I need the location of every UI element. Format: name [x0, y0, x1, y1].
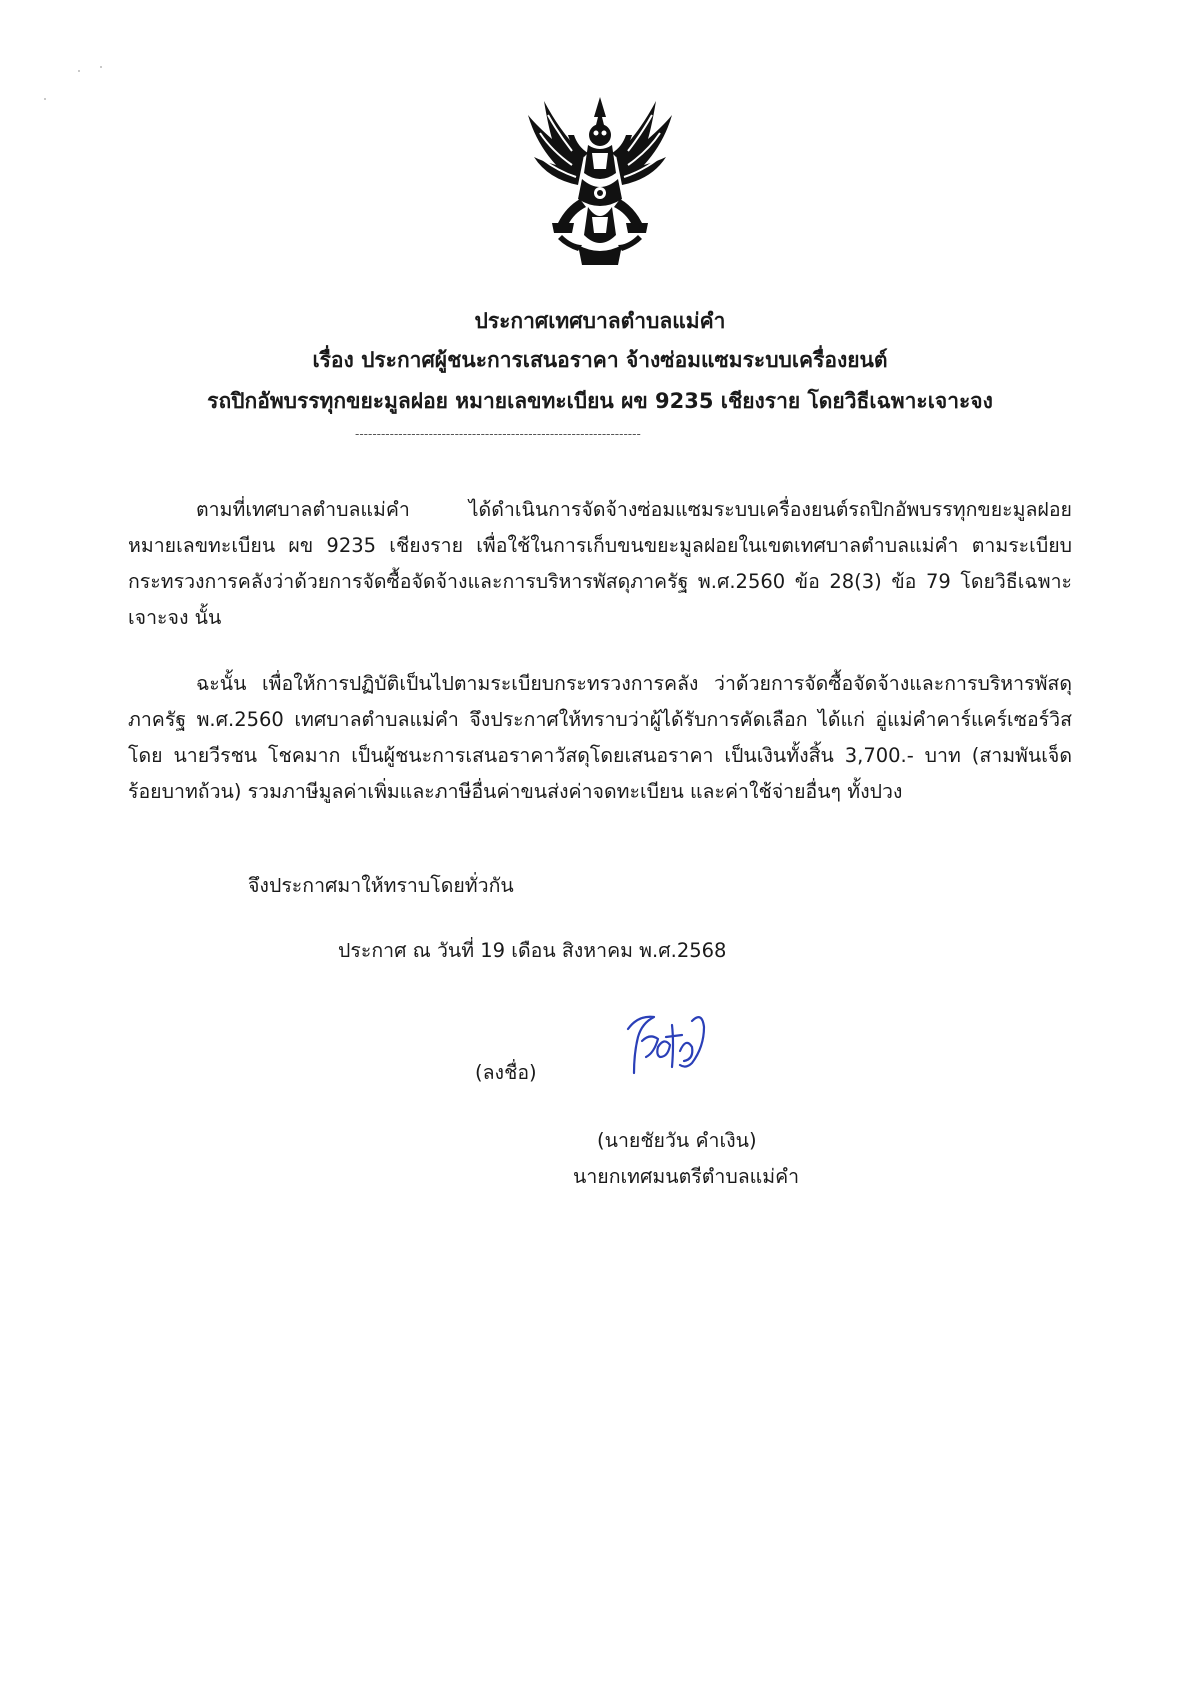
announcement-subject-line-1: เรื่อง ประกาศผู้ชนะการเสนอราคา จ้างซ่อมแซมระบบเครื่องยนต์	[312, 348, 888, 372]
garuda-emblem-icon	[522, 95, 678, 267]
body-paragraph-1: ตามที่เทศบาลตำบลแม่คำ ได้ดำเนินการจัดจ้างซ่อมแซมระบบเครื่องยนต์รถปิกอัพบรรทุกขยะมูลฝอย หมายเลขทะเบียน ผข 9235 เชียงราย เพื่อใช้ในการเก็บขนขยะมูลฝอยในเขตเทศบาลตำบลแม่คำ ตามระเบียบกระทรวงการคลังว่าด้วยการจัดซื้อจัดจ้างและการบริหารพัสดุภาครัฐ พ.ศ.2560 ข้อ 28(3) ข้อ 79 โดยวิธีเฉพาะเจาะจง นั้น	[128, 498, 1072, 629]
scan-speck	[44, 98, 46, 100]
announcement-date: ประกาศ ณ วันที่ 19 เดือน สิงหาคม พ.ศ.2568	[338, 939, 727, 962]
announcement-subject-line-2: รถปิกอัพบรรทุกขยะมูลฝอย หมายเลขทะเบียน ผข 9235 เชียงราย โดยวิธีเฉพาะเจาะจง	[207, 389, 993, 413]
sign-label: (ลงชื่อ)	[475, 1061, 537, 1084]
announcement-title: ประกาศเทศบาลตำบลแม่คำ	[474, 309, 726, 333]
closing-announcement: จึงประกาศมาให้ทราบโดยทั่วกัน	[248, 874, 514, 897]
signer-position: นายกเทศมนตรีตำบลแม่คำ	[573, 1165, 800, 1188]
scan-speck	[100, 66, 102, 68]
signer-name: (นายชัยวัน คำเงิน)	[597, 1129, 757, 1152]
handwritten-signature-icon	[620, 1007, 710, 1079]
body-paragraph-2: ฉะนั้น เพื่อให้การปฏิบัติเป็นไปตามระเบียบกระทรวงการคลัง ว่าด้วยการจัดซื้อจัดจ้างและการบริหารพัสดุภาครัฐ พ.ศ.2560 เทศบาลตำบลแม่คำ จึงประกาศให้ทราบว่าผู้ได้รับการคัดเลือก ได้แก่ อู่แม่คำคาร์แคร์เซอร์วิส โดย นายวีรชน โชคมาก เป็นผู้ชนะการเสนอราคาวัสดุโดยเสนอราคา เป็นเงินทั้งสิ้น 3,700.- บาท (สามพันเจ็ดร้อยบาทถ้วน) รวมภาษีมูลค่าเพิ่มและภาษีอื่นค่าขนส่งค่าจดทะเบียน และค่าใช้จ่ายอื่นๆ ทั้งปวง	[128, 672, 1072, 803]
header-divider: ------------------------------------------------------------------	[355, 427, 641, 441]
scan-speck	[78, 70, 80, 72]
